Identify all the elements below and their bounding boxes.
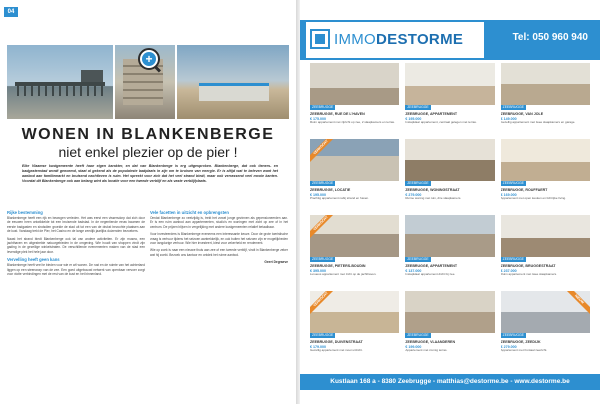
listing-title: ZEEBRUGGE, LOCATIE	[310, 188, 351, 192]
pier-photo	[7, 45, 113, 119]
listing-badge: VERKOCHT	[310, 139, 339, 166]
listing-tag: ZEEBRUGGE	[407, 181, 429, 185]
listing-tag: ZEEBRUGGE	[312, 181, 334, 185]
listing-title: ZEEBRUGGE, BRUGGESTRAAT	[500, 264, 556, 268]
article-subheadline: niet enkel plezier op de pier !	[58, 144, 238, 160]
paragraph: Voor investeerders is Blankenberge eveneens een interessante keuze. Door de grote toeristische vraag is verhuur tijdens het seizoen aantrekkelijk, en ook buiten het seizoen zijn er mogelijkheden voor langdurige verhuur. Wie hier investeert, kiest voor zekerheid en rendement.	[150, 232, 288, 246]
listing-badge: NIEUW	[561, 291, 590, 318]
listing-tag: ZEEBRUGGE	[502, 333, 524, 337]
listing-photo[interactable]	[405, 215, 494, 257]
listing-price: € 149.000	[500, 116, 517, 121]
listing-card[interactable]	[405, 291, 494, 363]
listing-price: € 175.000	[310, 116, 326, 121]
listing-title: ZEEBRUGGE, DUIVENSTRAAT	[310, 340, 363, 344]
listing-card[interactable]	[405, 63, 494, 135]
paragraph: Wie op zoek is naar een nieuwe thuis aan zee of een tweede verblijf, vindt in Blankenberge zeker wat hij zoekt. Bezoek ons kantoor en ontdek het ruime aanbod.	[150, 248, 288, 257]
listing-title: ZEEBRUGGE, WONINGSTRAAT	[405, 188, 460, 192]
listing-tag: ZEEBRUGGE	[502, 105, 524, 109]
listing-card[interactable]	[501, 63, 590, 135]
listing-description: Gezellig appartement met twee slaapkamers en garage.	[500, 120, 576, 125]
listing-badge: VERKOCHT	[310, 215, 339, 242]
listing-title: ZEEBRUGGE, RUE DE L'HAVEN	[310, 112, 365, 116]
listing-title: ZEEBRUGGE, APPARTEMENT	[405, 264, 458, 268]
listing-photo[interactable]	[501, 63, 590, 105]
listing-tag: ZEEBRUGGE	[502, 257, 524, 261]
listing-description: Luxueus appartement met zicht op de jachthaven.	[310, 272, 377, 277]
contact-address: Kustlaan 168 a - 8380 Zeebrugge - matthias@destorme.be - www.destorme.be	[330, 378, 570, 385]
phone-number[interactable]: Tel: 050 960 940	[512, 32, 588, 43]
listing-tag: ZEEBRUGGE	[312, 333, 334, 337]
listing-tag: ZEEBRUGGE	[407, 105, 429, 109]
listing-card[interactable]	[310, 139, 399, 211]
listing-title: ZEEBRUGGE, APPARTEMENT	[405, 112, 458, 116]
listing-tag: ZEEBRUGGE	[312, 105, 334, 109]
column-heading: Vervelling heeft geen kans	[7, 257, 60, 263]
paragraph: Omdat Blankenberge zo veelzijdig is, trekt het zowel jonge gezinnen als gepensioneerden aan. Er is een ruim aanbod aan appartementen, studio's en woningen met zicht op zee of in het centrum. De prijzen blijven in vergelijking met andere kustgemeenten relatief betaalbaar.	[150, 216, 288, 229]
listing-card[interactable]	[501, 215, 590, 287]
paragraph: Blankenberge heeft een rijk en bewogen verleden. Het was eerst een vissersdorp dat zich door de eeuwen heen ontwikkelde tot een bruisende badstad. In de negentiende eeuw kwamen de eerste badgasten en sindsdien groeide de stad uit tot een van de drukst bezochte plaatsen aan de kust. Vandaag trekt de Pier, het Casino en de lange zeedijk jaarlijks duizenden bezoekers.	[7, 216, 145, 234]
listing-price: € 195.000	[405, 116, 422, 121]
logo-text	[334, 31, 463, 48]
listing-badge: VERKOCHT	[310, 291, 339, 318]
listing-tag: ZEEBRUGGE	[407, 333, 429, 337]
column-heading: Vele facetten in uitzicht en opbrengsten	[150, 210, 229, 215]
listing-photo[interactable]	[310, 63, 399, 105]
listing-tag: ZEEBRUGGE	[502, 181, 524, 185]
listing-description: Ruim appartement met zijzicht op zee, 2 slaapkamers en terras.	[310, 120, 395, 125]
listing-price: € 237.000	[500, 268, 517, 273]
listing-description: Appartement met frontaal zeezicht.	[500, 348, 548, 353]
pier-posts	[17, 86, 103, 96]
logo-brand: DESTORME	[376, 31, 464, 48]
listing-price: € 279.000	[500, 344, 517, 349]
listing-photo[interactable]	[405, 63, 494, 105]
listing-price: € 169.000	[500, 192, 517, 197]
logo-square-icon	[310, 29, 330, 49]
logo-prefix: IMMO	[334, 31, 377, 48]
listing-description: Appartement met zonnig terras.	[405, 348, 448, 353]
column-heading: Rijke bestemming	[7, 210, 43, 215]
listing-description: Appartement met open keuken en lichtrijke living.	[500, 196, 567, 201]
listing-card[interactable]	[501, 291, 590, 363]
listing-card[interactable]	[310, 291, 399, 363]
logo[interactable]	[306, 22, 484, 58]
tram-photo	[177, 45, 289, 119]
listing-tag: ZEEBRUGGE	[407, 257, 429, 261]
page-number: 04	[4, 7, 18, 17]
listing-card[interactable]	[310, 215, 399, 287]
listing-title: ZEEBRUGGE, ROUFFAERT	[500, 188, 548, 192]
listing-price: € 179.000	[310, 344, 326, 349]
article-intro: Elke Vlaamse kustgemeente heeft haar eigen karakter, en dat van Blankenberge is erg uitgesproken. Blankenberge, dat ook tieners- en badgastenstad wordt genoemd, staat al gekend als de populairste badplaats in zijn om te bruisen van energie. Er is altijd wat te beleven want het aanbod aan familiemarkt en bruisend nachtleven is ruim. Het spreekt voor zich dat het veel strand biedt, maar ook verrassend veel mooie kanten. Voordat dit Blankenberge ook aan belang wint als locatie voor een tweede verblijf en als vaste verblijfplaats.	[22, 164, 278, 183]
listing-title: ZEEBRUGGE, ZEEDIJK	[500, 340, 541, 344]
listing-tag: ZEEBRUGGE	[312, 257, 334, 261]
listing-photo[interactable]	[501, 139, 590, 181]
listing-photo[interactable]	[405, 291, 494, 333]
right-page	[300, 0, 600, 404]
listing-description: Ruime woning met tuin, drie slaapkamers.	[405, 196, 462, 201]
listing-photo[interactable]	[405, 139, 494, 181]
listing-price: € 137.000	[405, 268, 422, 273]
tram-shape	[199, 83, 269, 101]
listing-description: Ruim appartement met twee slaapkamers.	[500, 272, 558, 277]
article-column-2	[150, 210, 288, 265]
listing-description: Prachtig appartement nabij strand en haven.	[310, 196, 370, 201]
article-headline: WONEN IN BLANKENBERGE	[21, 126, 275, 143]
listing-card[interactable]	[405, 139, 494, 211]
pier-pavilion	[81, 70, 103, 82]
listing-price: € 279.000	[405, 192, 422, 197]
listing-price: € 199.000	[405, 344, 422, 349]
listing-card[interactable]	[405, 215, 494, 287]
listing-price: € 395.000	[310, 268, 326, 273]
listing-title: ZEEBRUGGE, PIETERS-BOUDIN	[310, 264, 366, 268]
listing-card[interactable]	[501, 139, 590, 211]
paragraph: Naast het strand biedt Blankenberge ook tal van andere activiteiten. Er zijn musea, een jachthaven en uitgestrekte natuurgebieden in de omgeving. Wie houdt van shoppen vindt zijn gading in de gezellige winkelstraten. De verschillende evenementen maken van de stad een levendige plek het hele jaar door.	[7, 236, 145, 254]
listing-description: Gezellig appartement met mooi uitzicht.	[310, 348, 363, 353]
listing-title: ZEEBRUGGE, VLAANDEREN	[405, 340, 456, 344]
listing-card[interactable]	[310, 63, 399, 135]
listing-grid	[310, 63, 590, 363]
article-column-1	[7, 210, 145, 279]
plus-icon: +	[142, 52, 156, 66]
left-page	[0, 0, 296, 404]
paragraph: Blankenberge heeft veel te bieden voor wie er wil wonen. De rust en de ruimte van het achterland liggen op een steenworp van de zee. Een goed uitgebouwd netwerk van openbaar vervoer zorgt voor vlotte verbindingen met de rest van de kust en het binnenland.	[7, 263, 145, 277]
listing-description: Instapklaar appartement dicht bij zee.	[405, 272, 456, 277]
author-signature: Geert Degraeve	[264, 260, 288, 265]
listing-title: ZEEBRUGGE, VAN JOLE	[500, 112, 544, 116]
listing-photo[interactable]	[501, 215, 590, 257]
listing-price: € 195.000	[310, 192, 326, 197]
listing-description: Instapklaar appartement, centraal gelegen met terras.	[405, 120, 477, 125]
zoom-plus-icon[interactable]	[138, 48, 160, 70]
